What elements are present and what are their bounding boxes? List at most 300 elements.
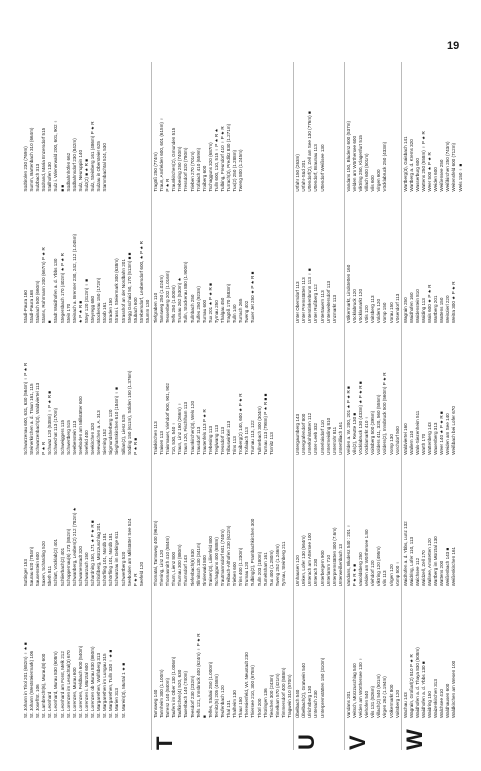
directory-entry: Waldviertel 160	[402, 423, 408, 455]
section-letter: T	[151, 736, 177, 750]
directory-entry: Seefeld 120	[138, 561, 144, 587]
directory-entry: Sbeth 811	[47, 565, 53, 587]
directory-entry: Unterrohr 811	[331, 426, 337, 455]
directory-entry: Tweng 800 (1.245m)	[238, 149, 244, 192]
directory-entry: Troiberg 600	[201, 165, 207, 192]
directory-entry: Stallhofen 130	[47, 162, 53, 192]
directory-entry: St. Leonhard am Forst, Melk 212	[59, 651, 65, 718]
directory-entry: Sulz i. Wienerwald 200, 601, 902 ♀	[53, 119, 59, 192]
directory-column	[345, 194, 401, 326]
directory-entry: Untermeisling 810	[325, 417, 331, 455]
directory-entry: Sierning 152	[102, 429, 108, 455]
directory-entry: Schlatt, Vöcklab(2) 401	[53, 538, 59, 587]
directory-column	[294, 325, 344, 457]
directory-entry: Saurau 620 (784m)	[29, 546, 35, 587]
directory-entry: Teesdorf 230 (232m)	[189, 675, 195, 718]
directory-entry: Wachau 143	[402, 692, 408, 718]
directory-entry: ■	[47, 320, 53, 324]
directory-entry: Strasshof an der Nordbahn 201	[120, 259, 126, 324]
directory-entry: Tirolerwald 800	[201, 555, 207, 587]
directory-entry: Tribuswinkel 113	[226, 420, 232, 455]
directory-entry: Wartberg im Mürztal 130	[433, 536, 439, 587]
directory-entry: Trieben 600	[232, 562, 238, 587]
directory-column	[402, 62, 464, 194]
directory-entry: Volders 120	[376, 298, 382, 324]
section-letter: W	[401, 729, 427, 750]
directory-entry: Virgen 120	[388, 564, 394, 587]
directory-entry: Waidhofen 160	[408, 292, 414, 324]
directory-entry: Vöcklamarkt 410 ♀	[364, 415, 370, 455]
directory-entry: Vösendorf 113	[394, 293, 400, 324]
directory-entry: Wartberg(3), Gaisbach 141	[402, 136, 408, 192]
directory-entry: Vandans 150, Bludenz 600 (537m)	[345, 120, 351, 192]
directory-entry: Seefeld 400	[83, 430, 89, 455]
directory-entry: Vils 131 (826m)	[370, 685, 376, 718]
directory-entry: Turrach(3), Predlitz 830 (1.271m)	[226, 123, 232, 192]
directory-entry: Ulrichsberg 130	[307, 685, 313, 718]
directory-entry: ★ P ★ R ■	[77, 300, 83, 324]
directory-entry: Strebersdorf, Leobersdorf 600, ★ P ★ R	[138, 241, 144, 324]
directory-entry: Stubach 600	[132, 297, 138, 324]
directory-entry: Tragöß 250 (774m)	[152, 152, 158, 192]
directory-entry: Tulbing, Freundorf 410 ♀ P ★ R	[220, 126, 225, 192]
directory-entry: Tyrnau, Steinberg 211	[280, 541, 286, 587]
directory-entry: Tullnerbach 300 (304m)	[256, 406, 262, 455]
directory-entry: Taxenbach 140 (740m)	[183, 671, 189, 718]
directory-entry: Urfahr 150 (263m)	[295, 154, 301, 192]
directory-entry: Timelkam 570 (421m)	[274, 673, 280, 718]
directory-entry: Unterach 230	[313, 690, 319, 718]
directory-entry: Unterloisdorf 110	[319, 420, 325, 455]
directory-entry: Trofaiach 113	[244, 427, 250, 455]
directory-entry: Thüringen 136	[262, 688, 268, 718]
directory-entry: Schwertberg 515	[65, 420, 71, 455]
directory-entry: Seekirchen 320	[90, 422, 96, 455]
directory-column	[152, 588, 293, 720]
directory-entry: Waldenstein 810	[414, 289, 420, 324]
section-band	[344, 62, 401, 750]
directory-entry: P ★ R	[165, 178, 171, 192]
directory-entry: Tyrnau 250	[213, 300, 219, 324]
directory-entry: Schweiggers 115	[59, 419, 65, 455]
directory-entry: Schwarzau im Gebirge 611	[114, 531, 120, 587]
directory-column	[294, 62, 344, 194]
directory-entry: St. Leonhard, Murau 830 (608m)	[53, 651, 59, 718]
directory-entry: Wasserburg 600	[414, 158, 420, 192]
directory-entry: St. Lorenzen im Lesachtal(3) 670	[65, 650, 71, 718]
directory-entry: Tweng 252 (1.246m)	[274, 544, 280, 587]
directory-entry: Unterpremstätten 150 (310m)	[319, 657, 325, 718]
directory-entry: Thurn, Lienz 800	[171, 551, 177, 587]
directory-entry: St. Lorenzen ob Murau 830 (860m)	[90, 646, 96, 718]
directory-column	[345, 325, 401, 457]
directory-entry: Veitsch, Mürzzuschlag 540	[351, 663, 357, 718]
directory-entry: Suttinger 153	[23, 559, 28, 587]
directory-entry: Weinzierl 220	[445, 295, 451, 324]
directory-column	[152, 194, 293, 326]
directory-entry: Velden am Wörthersee 130 ♀	[358, 657, 364, 718]
directory-entry: Waxenberg 313	[433, 422, 439, 455]
directory-entry: Waldkirchen am Wesen 100	[451, 660, 457, 718]
directory-entry: Wals 600 ★ P ★ R	[427, 284, 433, 324]
directory-entry: Unterstinkenbrunn 113 ♀ ■	[307, 268, 313, 324]
directory-entry: Turnau 600	[201, 299, 207, 324]
directory-entry: Walding 113	[421, 298, 426, 324]
directory-entry: Untergaumberg 143	[295, 413, 301, 455]
directory-entry: Schoppernau(6) 173 (852m)	[65, 528, 71, 587]
directory-entry: Übelbach(2), Gratwein 540	[301, 663, 307, 718]
directory-entry: Schwertberg 520	[120, 551, 126, 587]
directory-entry: ■ ■	[59, 184, 65, 192]
directory-entry: Umhausen 120	[295, 555, 301, 587]
directory-entry: P ★ R	[41, 441, 47, 455]
directory-column	[294, 588, 344, 720]
directory-entry: St. Lorenzen i. Mürztal 600	[83, 663, 89, 718]
directory-entry: St. Margarethen, Wolfsberg 313	[96, 652, 102, 718]
directory-entry: Stammbachtal 524, 530	[102, 143, 108, 192]
directory-entry: Traisen 113	[159, 431, 165, 455]
directory-entry: Trofaiach 410 (659m)	[195, 147, 201, 192]
directory-entry: Trins 400 (1.230m)	[238, 547, 244, 587]
directory-column	[345, 588, 401, 720]
directory-entry: Trumau 113, 122	[250, 420, 256, 455]
directory-entry: Viehdorf 120	[370, 560, 376, 587]
directory-column	[22, 62, 151, 194]
directory-entry: Vils 113	[382, 570, 388, 587]
directory-entry: Sulz, Steinberg 161 (486m) P ★ R	[90, 121, 96, 192]
directory-entry: Weißenkirchen 161	[451, 546, 457, 587]
directory-entry: Stadl-Paura 168	[29, 290, 35, 324]
directory-entry: Waidring, Lofer 110, 113	[408, 536, 414, 587]
directory-entry: Sigmundsherberg 120	[108, 409, 114, 455]
directory-entry: Waidhofen a. d. Ybbs, Lunz 132	[402, 521, 408, 587]
directory-column	[402, 194, 464, 326]
directory-entry: Wartberg a. d. Krems 320	[408, 139, 414, 192]
directory-entry: Tumeltsham 161	[262, 552, 268, 587]
directory-entry: Wallsee, Amstetten 120	[427, 538, 433, 587]
directory-entry: Turrach 265	[238, 298, 244, 324]
directory-entry: Troiberg(2) 140, 600 ★ P ★ R	[238, 393, 244, 455]
directory-entry: Velden am Wörthersee 600	[351, 135, 357, 192]
directory-entry: Unterlamm 710	[325, 555, 331, 587]
directory-entry: Thurnau 300 (880m)	[177, 544, 183, 587]
directory-entry: Tamsweg 140	[152, 689, 158, 718]
directory-entry: Waizenkirchen 313	[433, 679, 439, 718]
directory-entry: Vöcklabruck 250 (433m)	[382, 141, 388, 192]
directory-entry: Traismauer, Viehdorf 900, 901, 902	[165, 383, 171, 455]
section-letter: V	[344, 735, 370, 750]
directory-entry: Weer 140 ★ P ★ R ■	[439, 411, 445, 455]
directory-column	[22, 588, 151, 720]
directory-entry: Völs 120	[364, 305, 370, 324]
directory-entry: Thiersee 210, 300 (678m)	[250, 665, 256, 718]
directory-entry: Tannheim 300 (1.100m)	[159, 669, 165, 718]
directory-entry: Tulln, Stockerau 880 (1.900m)	[183, 261, 189, 324]
directory-entry: Vöcklamarkt 120	[358, 289, 364, 324]
directory-entry: Weitensfeld 600 (712m)	[451, 142, 457, 192]
directory-column	[402, 325, 464, 457]
directory-entry: Südtirolen 230 (769m)	[23, 146, 28, 192]
directory-entry: Voitsberg 500 (395m)	[370, 410, 376, 455]
directory-entry: Straden 150	[108, 298, 114, 324]
directory-entry: Tarrenz 140 (840m)	[165, 677, 171, 718]
directory-entry: Untertauern 113	[319, 290, 325, 324]
directory-entry: Stams, Rohrmann 200 (667m) P ★ R	[41, 247, 47, 324]
directory-column	[294, 457, 344, 589]
directory-entry: Unter Rußberg 112	[313, 284, 319, 324]
directory-entry: Vils(2), Reutte 130 ■	[351, 412, 357, 455]
directory-entry: Villach(2) 540 (501m)	[376, 674, 382, 718]
directory-column	[22, 457, 151, 589]
directory-entry: Uttendorf(2), Zell am See 130 (776m) ■	[307, 111, 313, 192]
directory-column	[22, 325, 151, 457]
directory-entry: Traisen(3), Lilienfeld 800	[207, 536, 213, 587]
directory-column	[152, 62, 293, 194]
directory-entry: Velden am Wörthersee 1.80	[364, 529, 370, 587]
directory-entry: Thomatal, Tamsweg 400 (962m)	[152, 520, 158, 587]
directory-entry: Trumau 120	[244, 561, 250, 587]
directory-entry: Wagrain 250	[402, 297, 408, 324]
section-band	[293, 62, 344, 750]
directory-entry: Tamsweg 250 (1.024m)	[159, 275, 165, 324]
directory-entry: Schloßberg, Mürzzuschlag 201	[96, 523, 102, 587]
directory-entry: Telfes, Stubai 250 (1.000m)	[207, 661, 213, 718]
directory-entry: Trumau 262 (530m) ★	[177, 277, 183, 324]
directory-entry: Unterweißenbach 13	[337, 544, 343, 587]
directory-entry: Tragwein 310 (570m)	[287, 674, 293, 718]
directory-entry: Theresienfeld, Wr. Neustadt 230	[244, 652, 250, 718]
directory-entry: Velden a. W. 200, 201 ★ P ★ R ■	[345, 386, 351, 455]
directory-entry: Vasoldsberg 250	[358, 552, 364, 587]
directory-entry: Taufkirchen(4) 520, 630	[177, 669, 183, 718]
directory-entry: Tulln 140	[232, 304, 238, 324]
directory-entry: Wagrain, Großarl(2) 810 P ★ R	[408, 654, 414, 718]
directory-entry: Vomp 500 ♀	[394, 560, 400, 587]
directory-entry: Vöcklabruck 130 (433m) ★ P ★ R ■	[358, 381, 364, 455]
directory-entry: Viehofen 540	[364, 691, 370, 718]
directory-entry: Thalgau 450	[220, 297, 225, 324]
directory-entry: Schwechat 113 (170m)	[53, 407, 59, 455]
page-number: 19	[447, 40, 460, 52]
directory-entry: Stadt Waidhofen a. d. Ybbs 130	[53, 258, 59, 324]
directory-entry: Unter Oberndorf 113	[295, 281, 301, 324]
directory-entry: Wattens 250 (558m) ♀ P ★ R	[421, 131, 426, 192]
directory-entry: Traun 120, Fischlham 113	[183, 401, 189, 455]
directory-entry: Völkermarkt 800	[388, 684, 394, 718]
directory-entry: Virgen 262 (1.194m)	[382, 676, 388, 718]
directory-entry: Steinerkirchen a. d. Traun 161, 115	[29, 383, 35, 455]
section-letter	[22, 720, 151, 750]
directory-entry: Weißensee 250	[439, 159, 445, 192]
section-band	[22, 62, 151, 750]
directory-entry: St. Johann in Tirol 201 (682m) ♀ ★ ■	[23, 642, 28, 718]
directory-entry: Tulln 203 (180m)	[256, 551, 262, 587]
directory-entry: Schwarzenbach(3), Waldviertel 113	[35, 382, 41, 455]
directory-entry: Sieghartskirchen 610 (184m) ♀ ■	[114, 387, 120, 455]
directory-column	[345, 62, 401, 194]
directory-entry: Wattens 200	[439, 560, 445, 587]
directory-entry: Trautenfels 113 P ★ R	[201, 409, 207, 455]
directory-entry: Weißkirchen 250 (743m)	[445, 141, 451, 192]
directory-entry: Tuxer Jet 250 ★ P ★ R ■	[250, 271, 256, 324]
directory-entry: St. Lorenzen, Murau 600	[71, 667, 77, 718]
directory-entry: Südbahnsdorf 230 (842m)	[71, 138, 77, 192]
directory-entry: Trieben 270 (701m)	[189, 151, 195, 192]
directory-entry: Tressdorf 320 (780m)	[183, 147, 189, 192]
directory-entry: Stein 170	[65, 303, 71, 324]
directory-entry: Strass i. Steiermark 300 (638m)	[114, 258, 120, 324]
directory-entry: Viktring 250, Klagenfurt 515	[358, 135, 364, 192]
directory-entry: Thalheim 130	[232, 690, 238, 718]
directory-entry: Tiefgraben 110	[152, 292, 158, 324]
directory-entry: Schwanenstadt 320	[77, 546, 83, 587]
directory-entry: Tux 201 ★ P ★ R ■	[207, 283, 213, 324]
section-letter: U	[294, 734, 320, 750]
directory-entry: Vorau 150	[388, 302, 394, 324]
directory-entry: Unterbergern 900	[319, 550, 325, 587]
directory-entry: Sausenstein 600	[35, 552, 41, 587]
directory-entry: Untergrafendorf 800	[301, 413, 307, 455]
directory-entry: Villach 600 (501m)	[364, 153, 370, 192]
directory-entry: St. Leonhard	[47, 691, 53, 718]
directory-entry: Tillmitsch 130 (341m)	[195, 542, 201, 587]
directory-entry: Seeboden am Millstätter 600	[77, 396, 83, 455]
directory-column	[402, 588, 464, 720]
directory-entry: Ternitz(5) 205 (458m)	[213, 674, 219, 718]
directory-entry: Trautmannsdorf 601 (740m)	[220, 529, 225, 587]
directory-entry: Vomp 150	[382, 302, 388, 324]
directory-entry: Thomasroith 410 (584m)	[165, 536, 171, 587]
directory-entry: Voitsberg 120	[394, 689, 400, 718]
directory-column	[152, 457, 293, 589]
directory-entry: Stockerau 150 (172m)	[96, 277, 102, 324]
directory-entry: Tressdorf 113	[220, 426, 225, 455]
directory-entry: Vomp 130	[388, 434, 394, 455]
directory-entry: Taufers im Ober 130 (1.006m)	[171, 656, 177, 718]
directory-entry: Weer 500 ★ P ★ R	[427, 152, 433, 192]
directory-entry: Vandans, Bludenz 540 : 201 ♀	[345, 524, 351, 587]
directory-entry: Virgen 600	[376, 169, 382, 192]
directory-entry: Vorchdorf 500	[394, 426, 400, 455]
directory-entry: P ★ R ■	[132, 437, 138, 455]
directory-column	[152, 325, 293, 457]
directory-entry: Vandans 201	[345, 691, 351, 718]
directory-column	[402, 457, 464, 589]
directory-entry: Vöcklabruck 120	[351, 289, 357, 324]
directory-entry: P ★ R	[132, 573, 138, 587]
directory-entry: Schlierbach(2) 401	[59, 547, 65, 587]
directory-entry: Stainach 500 (660m)	[35, 280, 41, 324]
directory-entry: Wallern 110	[408, 430, 414, 455]
directory-entry: Traun, Linz 160 (266m) ♀	[177, 402, 183, 455]
directory-entry: Treglwang 113	[213, 424, 219, 455]
directory-entry: Weiden am See 140	[445, 413, 451, 455]
directory-entry: Schwaz 120 (538m) ♀ P ★ R ■	[47, 390, 53, 455]
directory-entry: Wartberg 201	[433, 295, 439, 324]
directory-entry: Weitra 300 ★ P ★ R	[451, 281, 457, 324]
directory-entry: Urfahr-Süd 201	[301, 160, 307, 192]
directory-entry: P ★ R ★ ■	[351, 563, 357, 587]
directory-entry: Viktring 120 (495m)	[376, 546, 382, 587]
directory-entry: Unter-Leeb 332	[313, 422, 319, 455]
directory-entry: Waldzell, Zell 170	[421, 550, 426, 587]
directory-entry: Thening, Linz 120	[159, 549, 165, 587]
directory-entry: 710, 530, 540 ♀	[171, 421, 177, 455]
directory-entry: Waidhofen a. d. Ybbs 130 ■	[421, 661, 426, 718]
directory-entry: St. Margarethen, Tulln 330 ♀ ★ ■	[108, 649, 114, 718]
directory-entry: Warth 170	[421, 433, 426, 455]
directory-entry: Volders(2), Innsbruck 500 (560m) P ★ R	[382, 372, 388, 455]
directory-entry: Seeboden am Millstätter See 524	[126, 518, 132, 587]
directory-entry: Wattenberg 143	[427, 422, 433, 455]
directory-entry: Tulln 600, 110, 515 ♀ P ★ R ★	[213, 128, 219, 192]
directory-column	[294, 194, 344, 326]
directory-entry: St. Lorenzen, Feldbach 600 (540m)	[77, 645, 83, 718]
directory-entry: Telfs 121, Innsbruck 400 (624m) ♀ P ★ R	[195, 633, 201, 718]
directory-entry: Saxen, Schärding 520	[41, 541, 47, 587]
directory-entry: Steinach a. Brenner 230, 242, 112 (1.045m)	[71, 233, 77, 324]
directory-entry: Stadl-Paura 160	[23, 290, 28, 324]
directory-entry: Thal 131	[226, 700, 232, 718]
directory-entry: Trebesing 250 (740m)	[177, 146, 183, 192]
directory-entry: Summ, Bartenbach 310 (664m)	[29, 127, 35, 192]
directory-entry: Sulz(2) ■ ★ R ■	[83, 158, 89, 192]
directory-entry: Schwarzach 150	[83, 552, 89, 587]
directory-entry: Sulz, Neuruppin 140	[77, 149, 83, 192]
directory-entry: Sillian(2), Lienz 525	[120, 414, 126, 455]
directory-entry: ■	[201, 715, 207, 718]
directory-entry: Tullnbach 250	[189, 294, 195, 324]
directory-entry: Tragöß 170 (683m)	[226, 283, 232, 324]
section-band	[401, 62, 464, 750]
directory-entry: Tieschen 300 (243m)	[268, 674, 274, 718]
directory-entry: Söding 150 (611m), Sölden 150 (1.376m)	[126, 370, 132, 455]
directory-entry: Stegersbach 170 (402m) ★ P ★ R	[59, 253, 65, 324]
directory-entry: Waidring 150	[427, 691, 433, 718]
directory-entry: Turnau 113 (798m) P ★ R ■ ■	[262, 393, 268, 455]
directory-entry: Tux(2) 250 (1.288m)	[232, 149, 238, 192]
directory-entry: Uttendorf, Braunau 113	[313, 144, 319, 192]
directory-entry: Sulzbach 313	[35, 163, 41, 192]
directory-entry: Südbahnhöfen 662	[65, 152, 71, 192]
directory-entry: Südrand, Maria Enzersdorf 515	[41, 127, 47, 192]
directory-entry: Weißenbach 143 ■	[445, 547, 451, 587]
directory-column	[22, 194, 151, 326]
directory-entry: Unzmarkt 113	[331, 294, 337, 324]
directory-entry: Tiefenbach(6) 830	[189, 549, 195, 587]
directory-entry: Tux 400 (1.280m)	[268, 550, 274, 587]
directory-entry: Türnitz 113	[268, 432, 274, 455]
directory-entry: Seewalchen a. A. 313	[96, 410, 102, 455]
directory-entry: Traiskirchen 113	[152, 421, 158, 455]
directory-entry: Tweng 402	[244, 300, 250, 324]
directory-entry: Traunkirchen(2), Gmunden 515	[171, 127, 177, 192]
directory-entry: Stumm 130	[144, 299, 150, 324]
directory-entry: Unterpremstätten 300 (7.6m)	[331, 527, 337, 587]
directory-entry: Treibach-Althofen 230 (622m)	[226, 525, 232, 587]
directory-entry: St. Lambrecht(6), Murau(8) 600	[41, 653, 47, 718]
directory-entry: Uttendorf Weißsee 130	[319, 144, 325, 192]
directory-entry: Wels 150 ♀ ■	[457, 163, 463, 192]
directory-entry: Schardning 150, 171 ★ P ★ R ■	[90, 520, 96, 587]
directory-entry: Wals-Siezenheim 511	[414, 410, 420, 455]
directory-entry: Traun, Ansfelden 600, 601 (615m) ♀	[159, 117, 165, 192]
directory-entry: Walchsee 410	[439, 689, 445, 718]
directory-entry: Unterach am Attersee 100	[307, 533, 313, 587]
directory-entry: Tschagguns 320 (687m)	[207, 142, 213, 192]
directory-entry: St. Josef/St. 106	[35, 684, 41, 718]
directory-entry: Unterweitersdorf 113	[325, 280, 331, 324]
